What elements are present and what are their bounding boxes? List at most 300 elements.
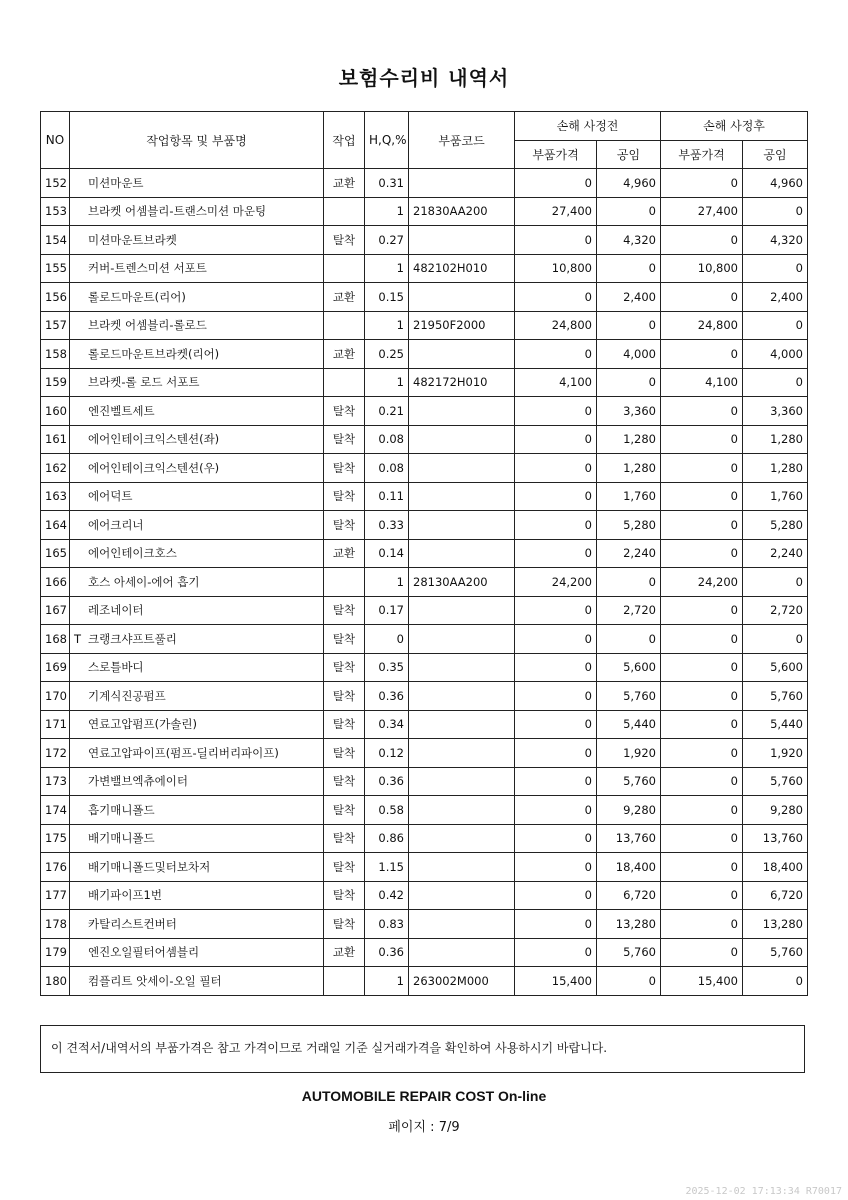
cell-part-code [409, 824, 515, 853]
cell-item-label: 미션마운트브라켓 [88, 232, 177, 247]
cell-no: 160 [41, 397, 70, 426]
cell-item-name [70, 425, 324, 454]
table-row [41, 568, 808, 597]
cell-labor-after: 4,320 [743, 226, 808, 255]
cell-item-label: 엔진벨트세트 [88, 403, 155, 418]
cell-price-after: 0 [661, 511, 743, 540]
cell-work: 탈착 [324, 796, 365, 825]
cell-labor-after: 2,400 [743, 283, 808, 312]
cell-item-name [70, 596, 324, 625]
cell-price-before: 0 [515, 853, 597, 882]
cell-labor-before: 0 [597, 368, 661, 397]
cell-price-before: 24,200 [515, 568, 597, 597]
cell-work: 탈착 [324, 425, 365, 454]
cell-price-before: 0 [515, 682, 597, 711]
cell-part-code [409, 596, 515, 625]
table-row [41, 283, 808, 312]
page-number: 페이지 : 7/9 [388, 1120, 460, 1135]
cell-work: 교환 [324, 169, 365, 198]
cell-part-code [409, 881, 515, 910]
table-row [41, 710, 808, 739]
cell-item-name [70, 824, 324, 853]
cell-work: 탈착 [324, 653, 365, 682]
cell-item-label: 배기매니폴드 [88, 831, 155, 846]
table-row [41, 938, 808, 967]
table-row [41, 853, 808, 882]
table-row [41, 397, 808, 426]
cell-labor-before: 4,320 [597, 226, 661, 255]
cell-price-after: 0 [661, 482, 743, 511]
cell-part-code [409, 226, 515, 255]
cell-price-after: 0 [661, 596, 743, 625]
cell-item-label: 엔진오일필터어셈블리 [88, 945, 200, 960]
cell-labor-after: 18,400 [743, 853, 808, 882]
cell-item-name [70, 682, 324, 711]
cell-price-before: 0 [515, 881, 597, 910]
cell-work: 탈착 [324, 910, 365, 939]
cell-labor-before: 5,600 [597, 653, 661, 682]
cell-item-label: 에어인테이크호스 [88, 546, 177, 561]
cell-labor-before: 4,000 [597, 340, 661, 369]
cell-hq: 0.08 [365, 454, 409, 483]
table-row [41, 169, 808, 198]
cell-work [324, 311, 365, 340]
cell-part-code [409, 710, 515, 739]
cell-price-before: 0 [515, 739, 597, 768]
cell-labor-before: 0 [597, 967, 661, 996]
cell-no: 158 [41, 340, 70, 369]
cell-no: 157 [41, 311, 70, 340]
cell-item-label: 에어인테이크익스텐션(우) [88, 460, 220, 475]
cell-part-code [409, 425, 515, 454]
cell-price-before: 0 [515, 653, 597, 682]
cell-price-after: 0 [661, 397, 743, 426]
cell-price-before: 0 [515, 425, 597, 454]
cell-labor-after: 4,000 [743, 340, 808, 369]
cell-labor-before: 0 [597, 625, 661, 654]
table-row [41, 454, 808, 483]
cell-labor-after: 0 [743, 311, 808, 340]
cell-labor-before: 6,720 [597, 881, 661, 910]
cell-price-after: 15,400 [661, 967, 743, 996]
cell-labor-after: 1,280 [743, 425, 808, 454]
cell-hq: 1 [365, 311, 409, 340]
cell-price-after: 0 [661, 425, 743, 454]
cell-item-label: 연료고압펌프(가솔린) [88, 717, 197, 732]
cell-labor-after: 2,720 [743, 596, 808, 625]
cell-no: 162 [41, 454, 70, 483]
cell-hq: 1 [365, 254, 409, 283]
cell-price-after: 0 [661, 824, 743, 853]
repair-cost-table [40, 111, 808, 996]
table-row [41, 682, 808, 711]
cell-hq: 0.36 [365, 682, 409, 711]
cell-hq: 0.17 [365, 596, 409, 625]
table-header [41, 112, 808, 169]
table-row [41, 881, 808, 910]
cell-mark: T [74, 631, 82, 646]
cell-price-before: 0 [515, 796, 597, 825]
cell-part-code: 482172H010 [409, 368, 515, 397]
cell-item-label: 카탈리스트컨버터 [88, 916, 177, 931]
cell-hq: 0.83 [365, 910, 409, 939]
cell-price-before: 0 [515, 226, 597, 255]
cell-no: 172 [41, 739, 70, 768]
cell-item-label: 연료고압파이프(펌프-딜리버리파이프) [88, 745, 279, 760]
cell-price-before: 0 [515, 169, 597, 198]
cell-item-name [70, 568, 324, 597]
group-after-header: 손해 사정후 [661, 112, 808, 141]
col-work-header: 작업 [324, 112, 365, 169]
cell-item-name [70, 169, 324, 198]
cell-work: 탈착 [324, 397, 365, 426]
cell-item-name [70, 967, 324, 996]
cell-labor-after: 0 [743, 625, 808, 654]
cell-part-code [409, 653, 515, 682]
cell-no: 159 [41, 368, 70, 397]
cell-part-code: 263002M000 [409, 967, 515, 996]
cell-labor-before: 5,760 [597, 682, 661, 711]
cell-hq: 0 [365, 625, 409, 654]
cell-item-label: 에어인테이크익스텐션(좌) [88, 432, 220, 447]
cell-labor-before: 1,920 [597, 739, 661, 768]
cell-price-after: 0 [661, 169, 743, 198]
cell-labor-before: 1,280 [597, 425, 661, 454]
cell-labor-before: 3,360 [597, 397, 661, 426]
cell-work: 탈착 [324, 596, 365, 625]
cell-labor-after: 0 [743, 967, 808, 996]
cell-hq: 0.12 [365, 739, 409, 768]
cell-hq: 0.36 [365, 767, 409, 796]
cell-item-name [70, 368, 324, 397]
cell-price-after: 0 [661, 739, 743, 768]
cell-labor-before: 5,440 [597, 710, 661, 739]
cell-part-code [409, 767, 515, 796]
table-row [41, 197, 808, 226]
cell-price-after: 0 [661, 539, 743, 568]
cell-price-before: 0 [515, 283, 597, 312]
cell-item-name [70, 910, 324, 939]
cell-part-code [409, 283, 515, 312]
cell-labor-after: 5,280 [743, 511, 808, 540]
cell-no: 169 [41, 653, 70, 682]
cell-no: 171 [41, 710, 70, 739]
cell-work: 탈착 [324, 881, 365, 910]
cell-work: 교환 [324, 340, 365, 369]
table-row [41, 482, 808, 511]
cell-item-name [70, 710, 324, 739]
cell-price-before: 0 [515, 710, 597, 739]
cell-part-code [409, 454, 515, 483]
cell-part-code [409, 482, 515, 511]
cell-price-before: 0 [515, 539, 597, 568]
cell-hq: 0.36 [365, 938, 409, 967]
cell-part-code [409, 938, 515, 967]
cell-price-before: 15,400 [515, 967, 597, 996]
cell-work: 탈착 [324, 482, 365, 511]
cell-work [324, 568, 365, 597]
cell-work: 탈착 [324, 824, 365, 853]
cell-item-label: 호스 아세이-에어 흡기 [88, 574, 200, 589]
cell-labor-before: 5,280 [597, 511, 661, 540]
cell-price-after: 0 [661, 938, 743, 967]
cell-part-code [409, 739, 515, 768]
col-price-after-header: 부품가격 [661, 140, 743, 169]
cell-no: 177 [41, 881, 70, 910]
cell-price-after: 0 [661, 881, 743, 910]
cell-work [324, 197, 365, 226]
cell-price-after: 0 [661, 767, 743, 796]
cell-no: 156 [41, 283, 70, 312]
cell-item-name [70, 881, 324, 910]
cell-part-code [409, 340, 515, 369]
cell-no: 174 [41, 796, 70, 825]
cell-price-after: 0 [661, 853, 743, 882]
cell-hq: 0.08 [365, 425, 409, 454]
cell-hq: 1 [365, 197, 409, 226]
cell-item-name [70, 397, 324, 426]
cell-work: 탈착 [324, 511, 365, 540]
cell-item-name [70, 539, 324, 568]
cell-labor-before: 0 [597, 197, 661, 226]
cell-part-code [409, 796, 515, 825]
cell-price-after: 24,800 [661, 311, 743, 340]
cell-work: 탈착 [324, 454, 365, 483]
cell-labor-after: 9,280 [743, 796, 808, 825]
cell-price-before: 0 [515, 454, 597, 483]
cell-labor-before: 1,760 [597, 482, 661, 511]
cell-labor-after: 5,760 [743, 938, 808, 967]
cell-labor-after: 1,920 [743, 739, 808, 768]
cell-labor-after: 0 [743, 568, 808, 597]
cell-item-name [70, 311, 324, 340]
cell-work: 탈착 [324, 739, 365, 768]
cell-hq: 0.58 [365, 796, 409, 825]
cell-price-after: 0 [661, 226, 743, 255]
table-row [41, 625, 808, 654]
cell-part-code [409, 853, 515, 882]
cell-labor-after: 5,600 [743, 653, 808, 682]
cell-item-name [70, 938, 324, 967]
group-before-header: 손해 사정전 [515, 112, 661, 141]
cell-item-label: 롤로드마운트브라켓(리어) [88, 346, 220, 361]
cell-price-after: 27,400 [661, 197, 743, 226]
cell-labor-after: 13,760 [743, 824, 808, 853]
cell-price-before: 0 [515, 824, 597, 853]
cell-work [324, 967, 365, 996]
cell-hq: 1.15 [365, 853, 409, 882]
cell-labor-before: 13,760 [597, 824, 661, 853]
cell-labor-after: 5,760 [743, 682, 808, 711]
cell-no: 173 [41, 767, 70, 796]
table-row [41, 340, 808, 369]
cell-labor-after: 2,240 [743, 539, 808, 568]
cell-price-after: 0 [661, 710, 743, 739]
cell-price-before: 0 [515, 596, 597, 625]
cell-part-code: 21830AA200 [409, 197, 515, 226]
page-title: 보험수리비 내역서 [338, 66, 510, 90]
cell-work: 탈착 [324, 710, 365, 739]
cell-item-label: 흡기매니폴드 [88, 802, 155, 817]
cell-work: 탈착 [324, 226, 365, 255]
cell-price-after: 4,100 [661, 368, 743, 397]
cell-hq: 1 [365, 368, 409, 397]
cell-no: 179 [41, 938, 70, 967]
cell-item-name [70, 482, 324, 511]
cell-no: 153 [41, 197, 70, 226]
cell-price-after: 24,200 [661, 568, 743, 597]
table-row [41, 226, 808, 255]
table-row [41, 254, 808, 283]
cell-work [324, 368, 365, 397]
cell-labor-before: 4,960 [597, 169, 661, 198]
cell-work: 교환 [324, 283, 365, 312]
cell-labor-before: 2,720 [597, 596, 661, 625]
cell-labor-before: 13,280 [597, 910, 661, 939]
cell-labor-after: 0 [743, 368, 808, 397]
cell-item-label: 커버-트렌스미션 서포트 [88, 261, 207, 276]
cell-hq: 1 [365, 568, 409, 597]
cell-part-code [409, 682, 515, 711]
cell-part-code [409, 169, 515, 198]
cell-labor-before: 18,400 [597, 853, 661, 882]
cell-no: 163 [41, 482, 70, 511]
cell-labor-after: 5,760 [743, 767, 808, 796]
cell-item-name [70, 340, 324, 369]
cell-item-label: 기계식진공펌프 [88, 688, 166, 703]
cell-work: 탈착 [324, 853, 365, 882]
cell-labor-after: 1,760 [743, 482, 808, 511]
cell-price-before: 0 [515, 767, 597, 796]
cell-no: 176 [41, 853, 70, 882]
cell-no: 165 [41, 539, 70, 568]
cell-work: 교환 [324, 539, 365, 568]
table-row [41, 511, 808, 540]
table-body [41, 169, 808, 996]
cell-price-before: 0 [515, 397, 597, 426]
cell-no: 166 [41, 568, 70, 597]
cell-item-label: 브라켓-롤 로드 서포트 [88, 375, 200, 390]
cell-part-code: 21950F2000 [409, 311, 515, 340]
cell-work: 탈착 [324, 682, 365, 711]
cell-work: 탈착 [324, 767, 365, 796]
cell-no: 154 [41, 226, 70, 255]
cell-item-label: 에어크리너 [88, 517, 144, 532]
col-hq-header: H,Q,% [365, 112, 409, 169]
cell-hq: 0.27 [365, 226, 409, 255]
cell-item-name [70, 511, 324, 540]
cell-hq: 0.15 [365, 283, 409, 312]
cell-hq: 0.35 [365, 653, 409, 682]
cell-labor-before: 2,240 [597, 539, 661, 568]
cell-item-label: 스로틀바디 [88, 660, 144, 675]
table-row [41, 311, 808, 340]
cell-no: 180 [41, 967, 70, 996]
cell-item-name [70, 197, 324, 226]
table-row [41, 653, 808, 682]
cell-price-before: 0 [515, 511, 597, 540]
cell-work [324, 254, 365, 283]
table-row [41, 767, 808, 796]
table-row [41, 824, 808, 853]
cell-price-after: 10,800 [661, 254, 743, 283]
cell-labor-before: 2,400 [597, 283, 661, 312]
table-row [41, 425, 808, 454]
cell-price-after: 0 [661, 283, 743, 312]
cell-labor-before: 0 [597, 254, 661, 283]
cell-item-label: 크랭크샤프트풀리 [88, 631, 177, 646]
cell-part-code: 28130AA200 [409, 568, 515, 597]
cell-item-name [70, 625, 324, 654]
cell-hq: 0.21 [365, 397, 409, 426]
cell-labor-after: 0 [743, 254, 808, 283]
cell-price-before: 0 [515, 938, 597, 967]
cell-part-code [409, 625, 515, 654]
cell-item-label: 브라켓 어셈블리-트랜스미션 마운팅 [88, 204, 267, 219]
cell-price-before: 24,800 [515, 311, 597, 340]
cell-hq: 0.11 [365, 482, 409, 511]
col-code-header: 부품코드 [409, 112, 515, 169]
cell-item-name [70, 226, 324, 255]
col-labor-after-header: 공임 [743, 140, 808, 169]
cell-labor-before: 0 [597, 568, 661, 597]
cell-item-label: 미션마운트 [88, 175, 144, 190]
cell-price-after: 0 [661, 653, 743, 682]
cell-item-name [70, 767, 324, 796]
table-row [41, 596, 808, 625]
table-row [41, 739, 808, 768]
cell-item-name [70, 853, 324, 882]
cell-part-code [409, 539, 515, 568]
cell-part-code [409, 511, 515, 540]
table-row [41, 910, 808, 939]
cell-no: 170 [41, 682, 70, 711]
cell-no: 161 [41, 425, 70, 454]
cell-hq: 1 [365, 967, 409, 996]
cell-no: 178 [41, 910, 70, 939]
cell-part-code [409, 910, 515, 939]
cell-item-label: 롤로드마운트(리어) [88, 289, 186, 304]
cell-item-name [70, 454, 324, 483]
cell-work: 교환 [324, 938, 365, 967]
cell-item-name [70, 796, 324, 825]
col-price-before-header: 부품가격 [515, 140, 597, 169]
cell-part-code: 482102H010 [409, 254, 515, 283]
cell-price-after: 0 [661, 910, 743, 939]
cell-hq: 0.33 [365, 511, 409, 540]
col-item-header: 작업항목 및 부품명 [70, 112, 324, 169]
cell-price-before: 10,800 [515, 254, 597, 283]
cell-labor-after: 3,360 [743, 397, 808, 426]
cell-labor-before: 0 [597, 311, 661, 340]
cell-item-label: 컴플리트 앗세이-오일 필터 [88, 973, 222, 988]
cell-item-name [70, 283, 324, 312]
cell-no: 152 [41, 169, 70, 198]
cell-labor-after: 6,720 [743, 881, 808, 910]
cell-item-label: 에어덕트 [88, 489, 133, 504]
cell-item-label: 브라켓 어셈블리-롤로드 [88, 318, 207, 333]
cell-no: 164 [41, 511, 70, 540]
cell-work: 탈착 [324, 625, 365, 654]
cell-no: 175 [41, 824, 70, 853]
brand-footer: AUTOMOBILE REPAIR COST On-line [301, 1088, 547, 1104]
cell-no: 155 [41, 254, 70, 283]
cell-price-after: 0 [661, 340, 743, 369]
cell-price-before: 27,400 [515, 197, 597, 226]
cell-part-code [409, 397, 515, 426]
cell-hq: 0.14 [365, 539, 409, 568]
cell-item-label: 배기파이프1번 [88, 888, 162, 903]
